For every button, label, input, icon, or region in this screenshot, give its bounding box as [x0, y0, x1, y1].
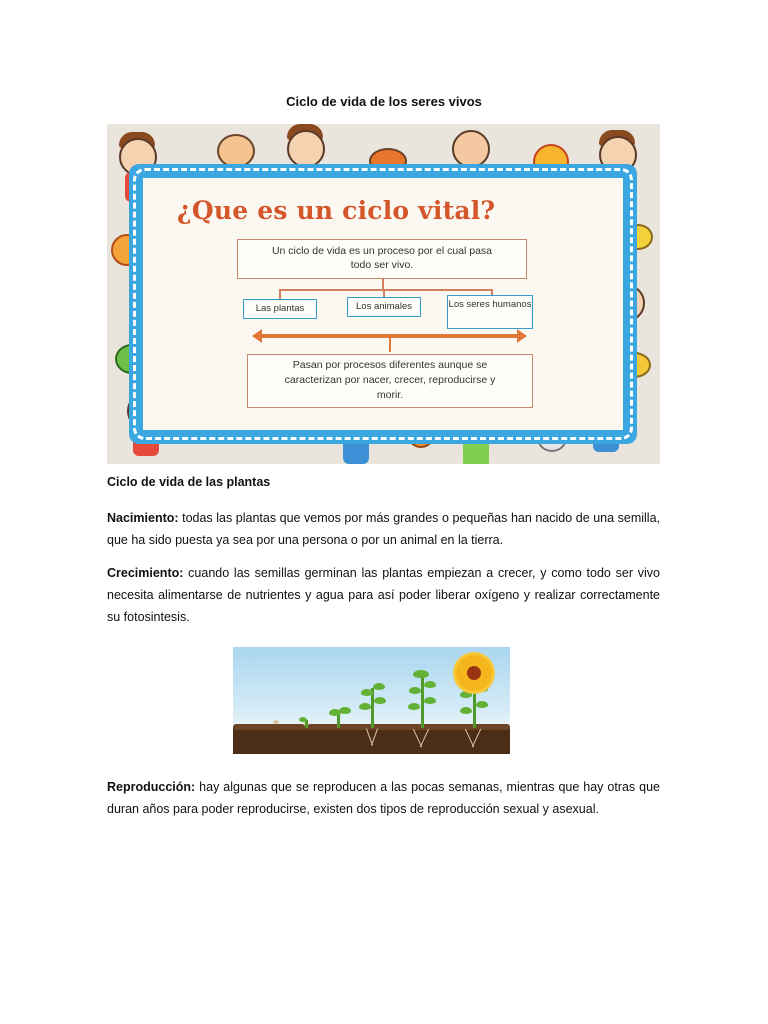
leaf-icon: [460, 707, 472, 714]
paragraph-reproduction: [107, 776, 660, 820]
paragraph-growth: [107, 562, 660, 628]
category-animals: Los animales: [347, 297, 421, 317]
leaf-icon: [373, 683, 385, 690]
child-illustration: [452, 130, 490, 168]
definition-box: [237, 239, 527, 279]
seed-icon: [273, 720, 279, 724]
definition-line: Un ciclo de vida es un proceso por el cual pasa: [271, 245, 493, 257]
dog-illustration: [217, 134, 255, 168]
leaf-icon: [424, 681, 436, 688]
connector-line: [383, 289, 385, 297]
section-title: Ciclo de vida de las plantas: [107, 475, 271, 489]
process-line: morir.: [376, 389, 404, 401]
child-illustration: [287, 130, 325, 168]
paragraph-text: hay algunas que se reproducen a las pocas semanas, mientras que hay otras que duran años para poder reproducirse, existen dos tipos de reproducción sexual y asexual.: [107, 780, 660, 816]
definition-line: todo ser vivo.: [350, 259, 414, 271]
life-cycle-infographic: [107, 124, 660, 464]
process-box: [247, 354, 533, 408]
connector-line: [382, 279, 384, 289]
connector-line: [279, 289, 493, 291]
infographic-headline: ¿Que es un ciclo vital?: [177, 196, 496, 225]
leaf-icon: [299, 717, 307, 722]
process-line: caracterizan por nacer, crecer, reproducirse y: [284, 374, 496, 386]
paragraph-text: todas las plantas que vemos por más grandes o pequeñas han nacido de una semilla, que ha sido puesta ya sea por una persona o por un animal en la tierra.: [107, 511, 660, 547]
category-plants: Las plantas: [243, 299, 317, 319]
paragraph-birth: [107, 507, 660, 551]
paragraph-text: cuando las semillas germinan las plantas empiezan a crecer, y como todo ser vivo necesita alimentarse de nutrientes y agua para así poder liberar oxígeno y realizar correctamente su fotosintesis.: [107, 566, 660, 624]
document-title: Ciclo de vida de los seres vivos: [286, 94, 482, 109]
process-line: Pasan por procesos diferentes aunque se: [292, 359, 488, 371]
leaf-icon: [424, 697, 436, 704]
connector-line: [279, 289, 281, 299]
leaf-icon: [413, 670, 429, 678]
paragraph-label: Nacimiento:: [107, 511, 179, 525]
leaf-icon: [408, 703, 420, 710]
leaf-icon: [374, 697, 386, 704]
category-humans: Los seres humanos: [447, 295, 533, 329]
leaf-icon: [460, 691, 472, 698]
sunflower-center: [467, 666, 481, 680]
leaf-icon: [359, 703, 371, 710]
paragraph-label: Crecimiento:: [107, 566, 184, 580]
leaf-icon: [409, 687, 421, 694]
seedling-icon: [337, 714, 340, 728]
leaf-icon: [339, 707, 351, 714]
leaf-icon: [361, 689, 373, 696]
paragraph-label: Reproducción:: [107, 780, 196, 794]
leaf-icon: [476, 701, 488, 708]
plant-growth-illustration: [233, 647, 510, 754]
down-arrow: [389, 338, 391, 352]
